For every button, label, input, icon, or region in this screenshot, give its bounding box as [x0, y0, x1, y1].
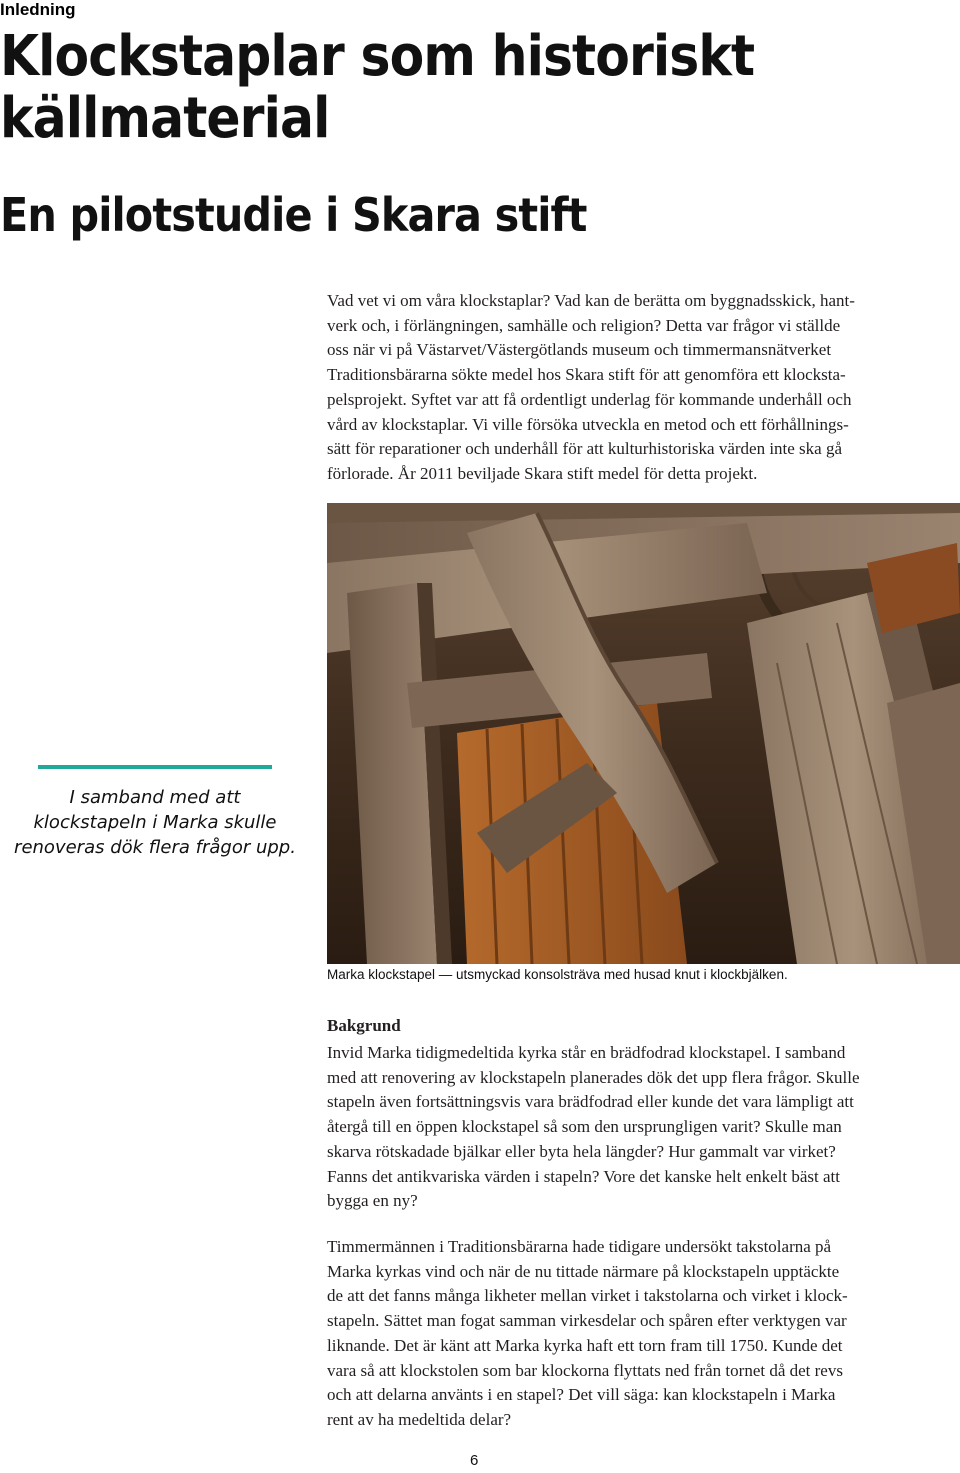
intro-line: pelsprojekt. Syftet var att få ordentligt underlag för kommande underhåll och: [327, 389, 852, 409]
section-heading-bakgrund: Bakgrund: [327, 1016, 401, 1035]
paragraph-line: stapeln även fortsättningsvis vara brädfodrad eller kunde det vara lämpligt att: [327, 1092, 854, 1112]
bell-tower-photo: [327, 503, 960, 964]
page-number: 6: [470, 1452, 479, 1469]
paragraph-line: stapeln. Sättet man fogat samman virkesdelar och spåren efter verktygen var: [327, 1311, 847, 1331]
paragraph-line: Fanns det antikvariska värden i stapeln? Vore det kanske helt enkelt bäst att: [327, 1166, 841, 1186]
paragraph-line: och att delarna använts i en stapel? Det vill säga: kan klockstapeln i Marka: [327, 1385, 836, 1405]
intro-line: Traditionsbärarna sökte medel hos Skara stift för att genomföra ett klocksta-: [327, 365, 846, 385]
paragraph-line: Timmermännen i Traditionsbärarna hade tidigare undersökt takstolarna på: [327, 1237, 832, 1256]
body-paragraph: [327, 1041, 953, 1214]
body-paragraph: [327, 1235, 953, 1433]
page-subtitle: En pilotstudie i Skara stift: [0, 188, 587, 242]
pull-quote-text: [0, 785, 310, 860]
intro-paragraph: [327, 289, 953, 487]
photo-caption: Marka klockstapel — utsmyckad konsolsträva med husad knut i klockbjälken.: [327, 967, 788, 982]
pull-quote-line: I samband med att: [69, 787, 241, 808]
intro-line: verk och, i förlängningen, samhälle och religion? Detta var frågor vi ställde: [327, 315, 841, 335]
paragraph-line: återgå till en öppen klockstapel så som den ursprungligen varit? Skulle man: [327, 1117, 842, 1137]
paragraph-line: de att det fanns många likheter mellan virket i takstolarna och virket i klock-: [327, 1286, 848, 1306]
intro-line: sätt för reparationer och underhåll för att kulturhistoriska värden inte ska gå: [327, 439, 843, 459]
paragraph-line: skarva rötskadade bjälkar eller byta hela längder? Hur gammalt var virket?: [327, 1141, 836, 1161]
intro-line: Vad vet vi om våra klockstaplar? Vad kan de berätta om byggnadsskick, hant-: [327, 291, 855, 310]
paragraph-line: liknande. Det är känt att Marka kyrka haft ett torn fram till 1750. Kunde det: [327, 1335, 843, 1355]
paragraph-line: Invid Marka tidigmedeltida kyrka står en brädfodrad klockstapel. I samband: [327, 1043, 846, 1062]
intro-line: oss när vi på Västarvet/Västergötlands museum och timmermansnätverket: [327, 340, 832, 360]
pull-quote-line: klockstapeln i Marka skulle: [33, 812, 277, 833]
title-line: Klockstaplar som historiskt: [0, 24, 755, 89]
paragraph-line: med att renovering av klockstapeln planerades dök det upp flera frågor. Skulle: [327, 1067, 860, 1087]
paragraph-line: bygga en ny?: [327, 1191, 418, 1211]
pull-quote-line: renoveras dök flera frågor upp.: [14, 837, 296, 858]
intro-line: vård av klockstaplar. Vi ville försöka utveckla en metod och ett förhållnings-: [327, 414, 849, 434]
paragraph-line: vara så att klockstolen som bar klockorna flyttats ned från tornet då det revs: [327, 1360, 843, 1380]
intro-line: förlorade. År 2011 beviljade Skara stift medel för detta projekt.: [327, 463, 758, 483]
paragraph-line: Marka kyrkas vind och när de nu tittade närmare på klockstapeln upptäckte: [327, 1261, 840, 1281]
page-title: [0, 26, 754, 150]
pull-quote: [0, 765, 310, 860]
title-line: källmaterial: [0, 86, 330, 151]
paragraph-line: rent av ha medeltida delar?: [327, 1409, 512, 1429]
section-label: Inledning: [0, 0, 76, 19]
pull-quote-rule: [38, 765, 272, 769]
